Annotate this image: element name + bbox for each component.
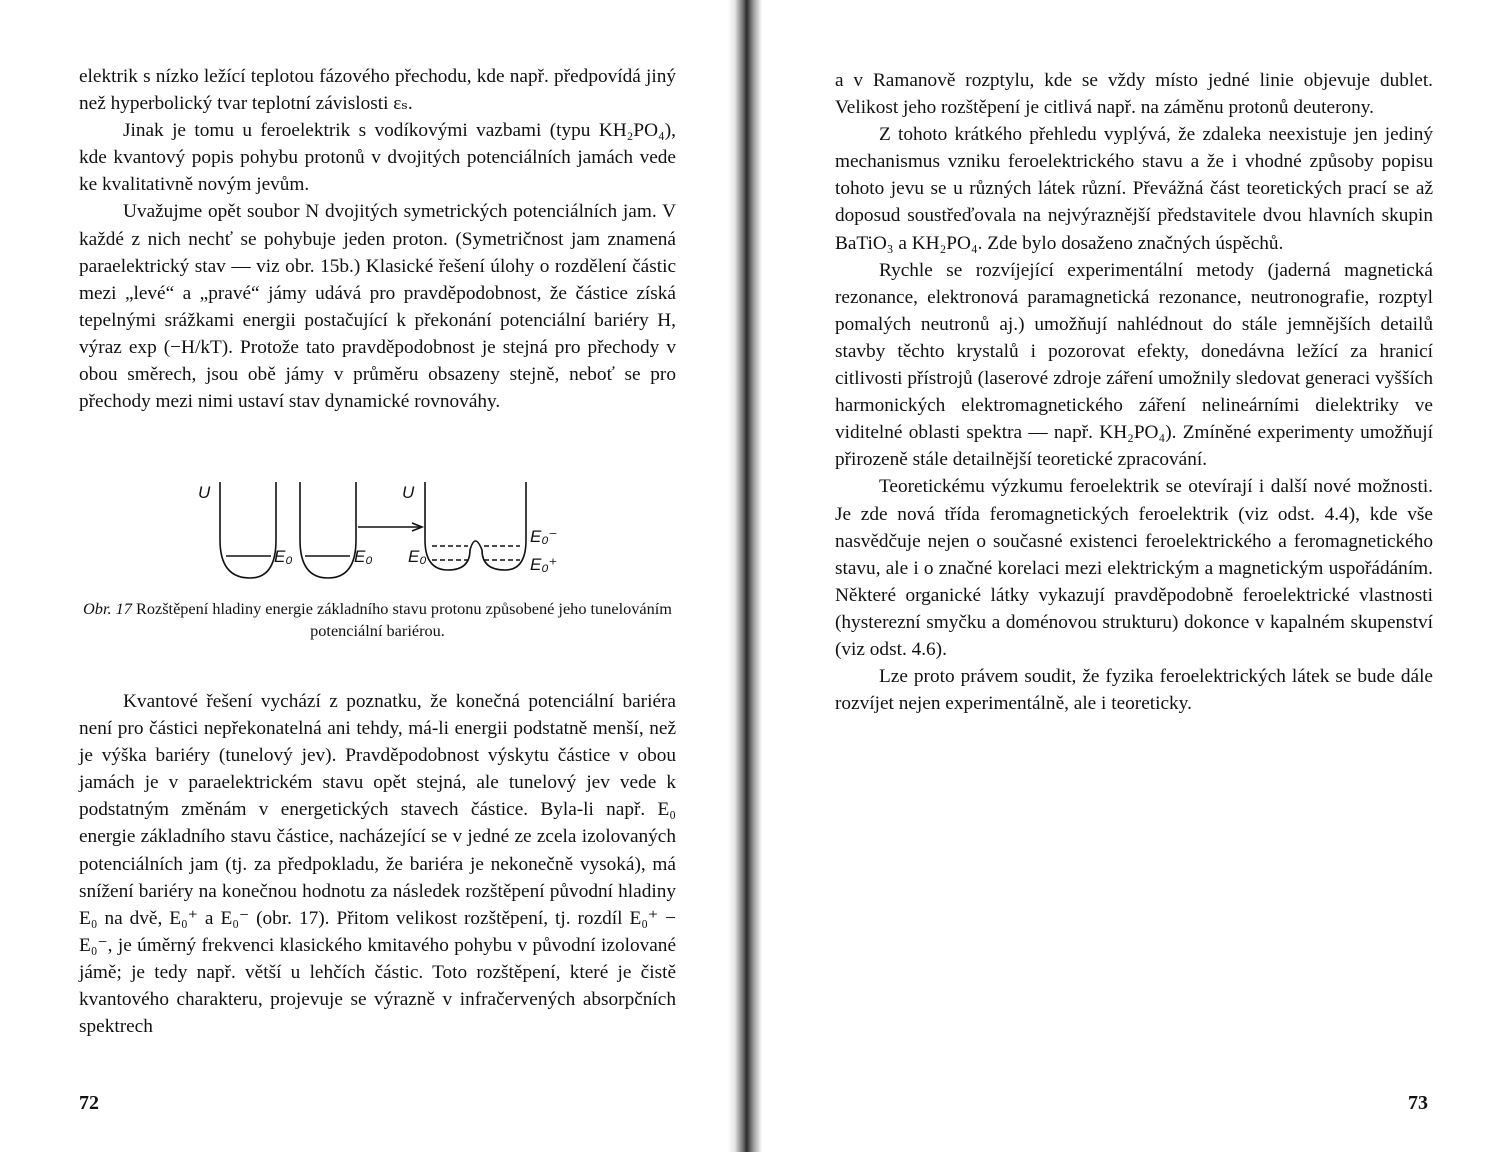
axis-label-u: U [198,483,211,502]
caption-text: Rozštěpení hladiny energie základního stavu protonu způsobené jeho tunelováním potenciální bariérou. [135,599,672,640]
paragraph: Lze proto právem soudit, že fyzika feroelektrických látek se bude dále rozvíjet nejen experimentálně, ale i teoreticky. [835,666,1433,715]
page-number: 73 [1408,1092,1428,1114]
paragraph: Kvantové řešení vychází z poznatku, že konečná potenciální bariéra není pro částici nepřekonatelná ani tehdy, má-li energii podstatně menší, než je výška bariéry (tunelový jev). Pravděpodobnost výskytu částice v obou jamách je v paraelektrickém stavu opět stejná, ale tunelový jev vede k podstatným změnám v energetických stavech částice. Byla-li např. E₀ energie základního stavu částice, nacházející se v jedné ze zcela izolovaných potenciálních jam (tj. za předpokladu, že bariéra je nekonečně vysoká), má snížení bariéry na konečnou hodnotu za následek rozštěpení původní hladiny E₀ na dvě, E₀⁺ a E₀⁻ (obr. 17). Přitom velikost rozštěpení, tj. rozdíl E₀⁺ − E₀⁻, je úměrný frekvenci klasického kmitavého pohybu v původní izolované jámě; je tedy např. větší u lehčích částic. Toto rozštěpení, které je čistě kvantového charakteru, projevuje se výrazně v infračervených absorpčních spektrech [79,691,676,1038]
axis-label-u: U [402,483,415,502]
paragraph: Uvažujme opět soubor N dvojitých symetrických potenciálních jam. V každé z nich nechť se pohybuje jeden proton. (Symetričnost jam znamená paraelektrický stav — viz obr. 15b.) Klasické řešení úlohy o rozdělení částic mezi „levé“ a „pravé“ jámy udává pro pravděpodobnost, že částice získá tepelnými srážkami energii postačující k překonání potenciální bariéry H, výraz exp (−H/kT). Protože tato pravděpodobnost je stejná pro přechody v obou směrech, jsou obě jámy v průměru obsazeny stejně, neboť se pro přechody mezi nimi ustaví stav dynamické rovnováhy. [79,201,676,413]
paragraph: Z tohoto krátkého přehledu vyplývá, že zdaleka neexistuje jen jediný mechanismus vzniku feroelektrického stavu a že i vhodné způsoby popisu tohoto jevu se u různých látek různí. Převážná část teoretických prací se až doposud soustřeďovala na nejvýraznější představitele dvou hlavních skupin BaTiO₃ a KH₂PO₄. Zde bylo dosaženo značných úspěchů. [835,124,1433,254]
energy-label: E₀ [354,547,373,566]
left-well-b [300,482,356,578]
caption-label: Obr. 17 [83,599,132,618]
paragraph: elektrik s nízko ležící teplotou fázového přechodu, kde např. předpovídá jiný než hyperbolický tvar teplotní závislosti εₛ. [79,66,676,115]
book-gutter [728,0,762,1152]
energy-label-minus: E₀⁻ [530,527,558,546]
paragraph: Teoretickému výzkumu feroelektrik se otevírají i další nové možnosti. Je zde nová třída feromagnetických feroelektrik (viz odst. 4.4), kde vše nasvědčuje nejen o současné existenci feroelektrického a feromagnetického stavu, ale i o značné korelaci mezi elektrickým a magnetickým uspořádáním. Některé organické látky vykazují pravděpodobně feroelektrické vlastnosti (hysterezní smyčku a doménovou strukturu) dokonce v kapalném skupenství (viz odst. 4.6). [835,476,1433,660]
energy-label: E₀ [274,547,293,566]
left-page [0,0,736,1152]
potential-well-figure [180,470,580,590]
energy-label: E₀ [408,547,427,566]
paragraph: Jinak je tomu u feroelektrik s vodíkovými vazbami (typu KH₂PO₄), kde kvantový popis pohybu protonů v dvojitých potenciálních jamách vede ke kvalitativně novým jevům. [79,120,676,196]
left-text-bottom [79,688,676,1040]
coupled-well [425,482,526,570]
paragraph: Rychle se rozvíjející experimentální metody (jaderná magnetická rezonance, elektronová paramagnetická rezonance, neutronografie, rozptyl pomalých neutronů aj.) umožňují nahlédnout do stále jemnějších detailů stavby těchto krystalů i pozorovat efekty, donedávna ležící za hranicí citlivosti přístrojů (laserové zdroje záření umožnily sledovat generaci vyšších harmonických elektromagnetického záření nelineárními dielektriky ve viditelné oblasti spektra — např. KH₂PO₄). Zmíněné experimenty umožňují přirozeně stále detailnější teoretické zpracování. [835,259,1433,471]
right-page [760,0,1506,1152]
right-text [835,67,1433,717]
figure-caption [79,598,676,642]
left-text-top [79,63,676,415]
page-number: 72 [79,1092,99,1114]
energy-label-plus: E₀⁺ [530,555,558,574]
paragraph: a v Ramanově rozptylu, kde se vždy místo jedné linie objevuje dublet. Velikost jeho rozštěpení je citlivá např. na záměnu protonů deuterony. [835,70,1433,119]
left-well-a [220,482,276,578]
